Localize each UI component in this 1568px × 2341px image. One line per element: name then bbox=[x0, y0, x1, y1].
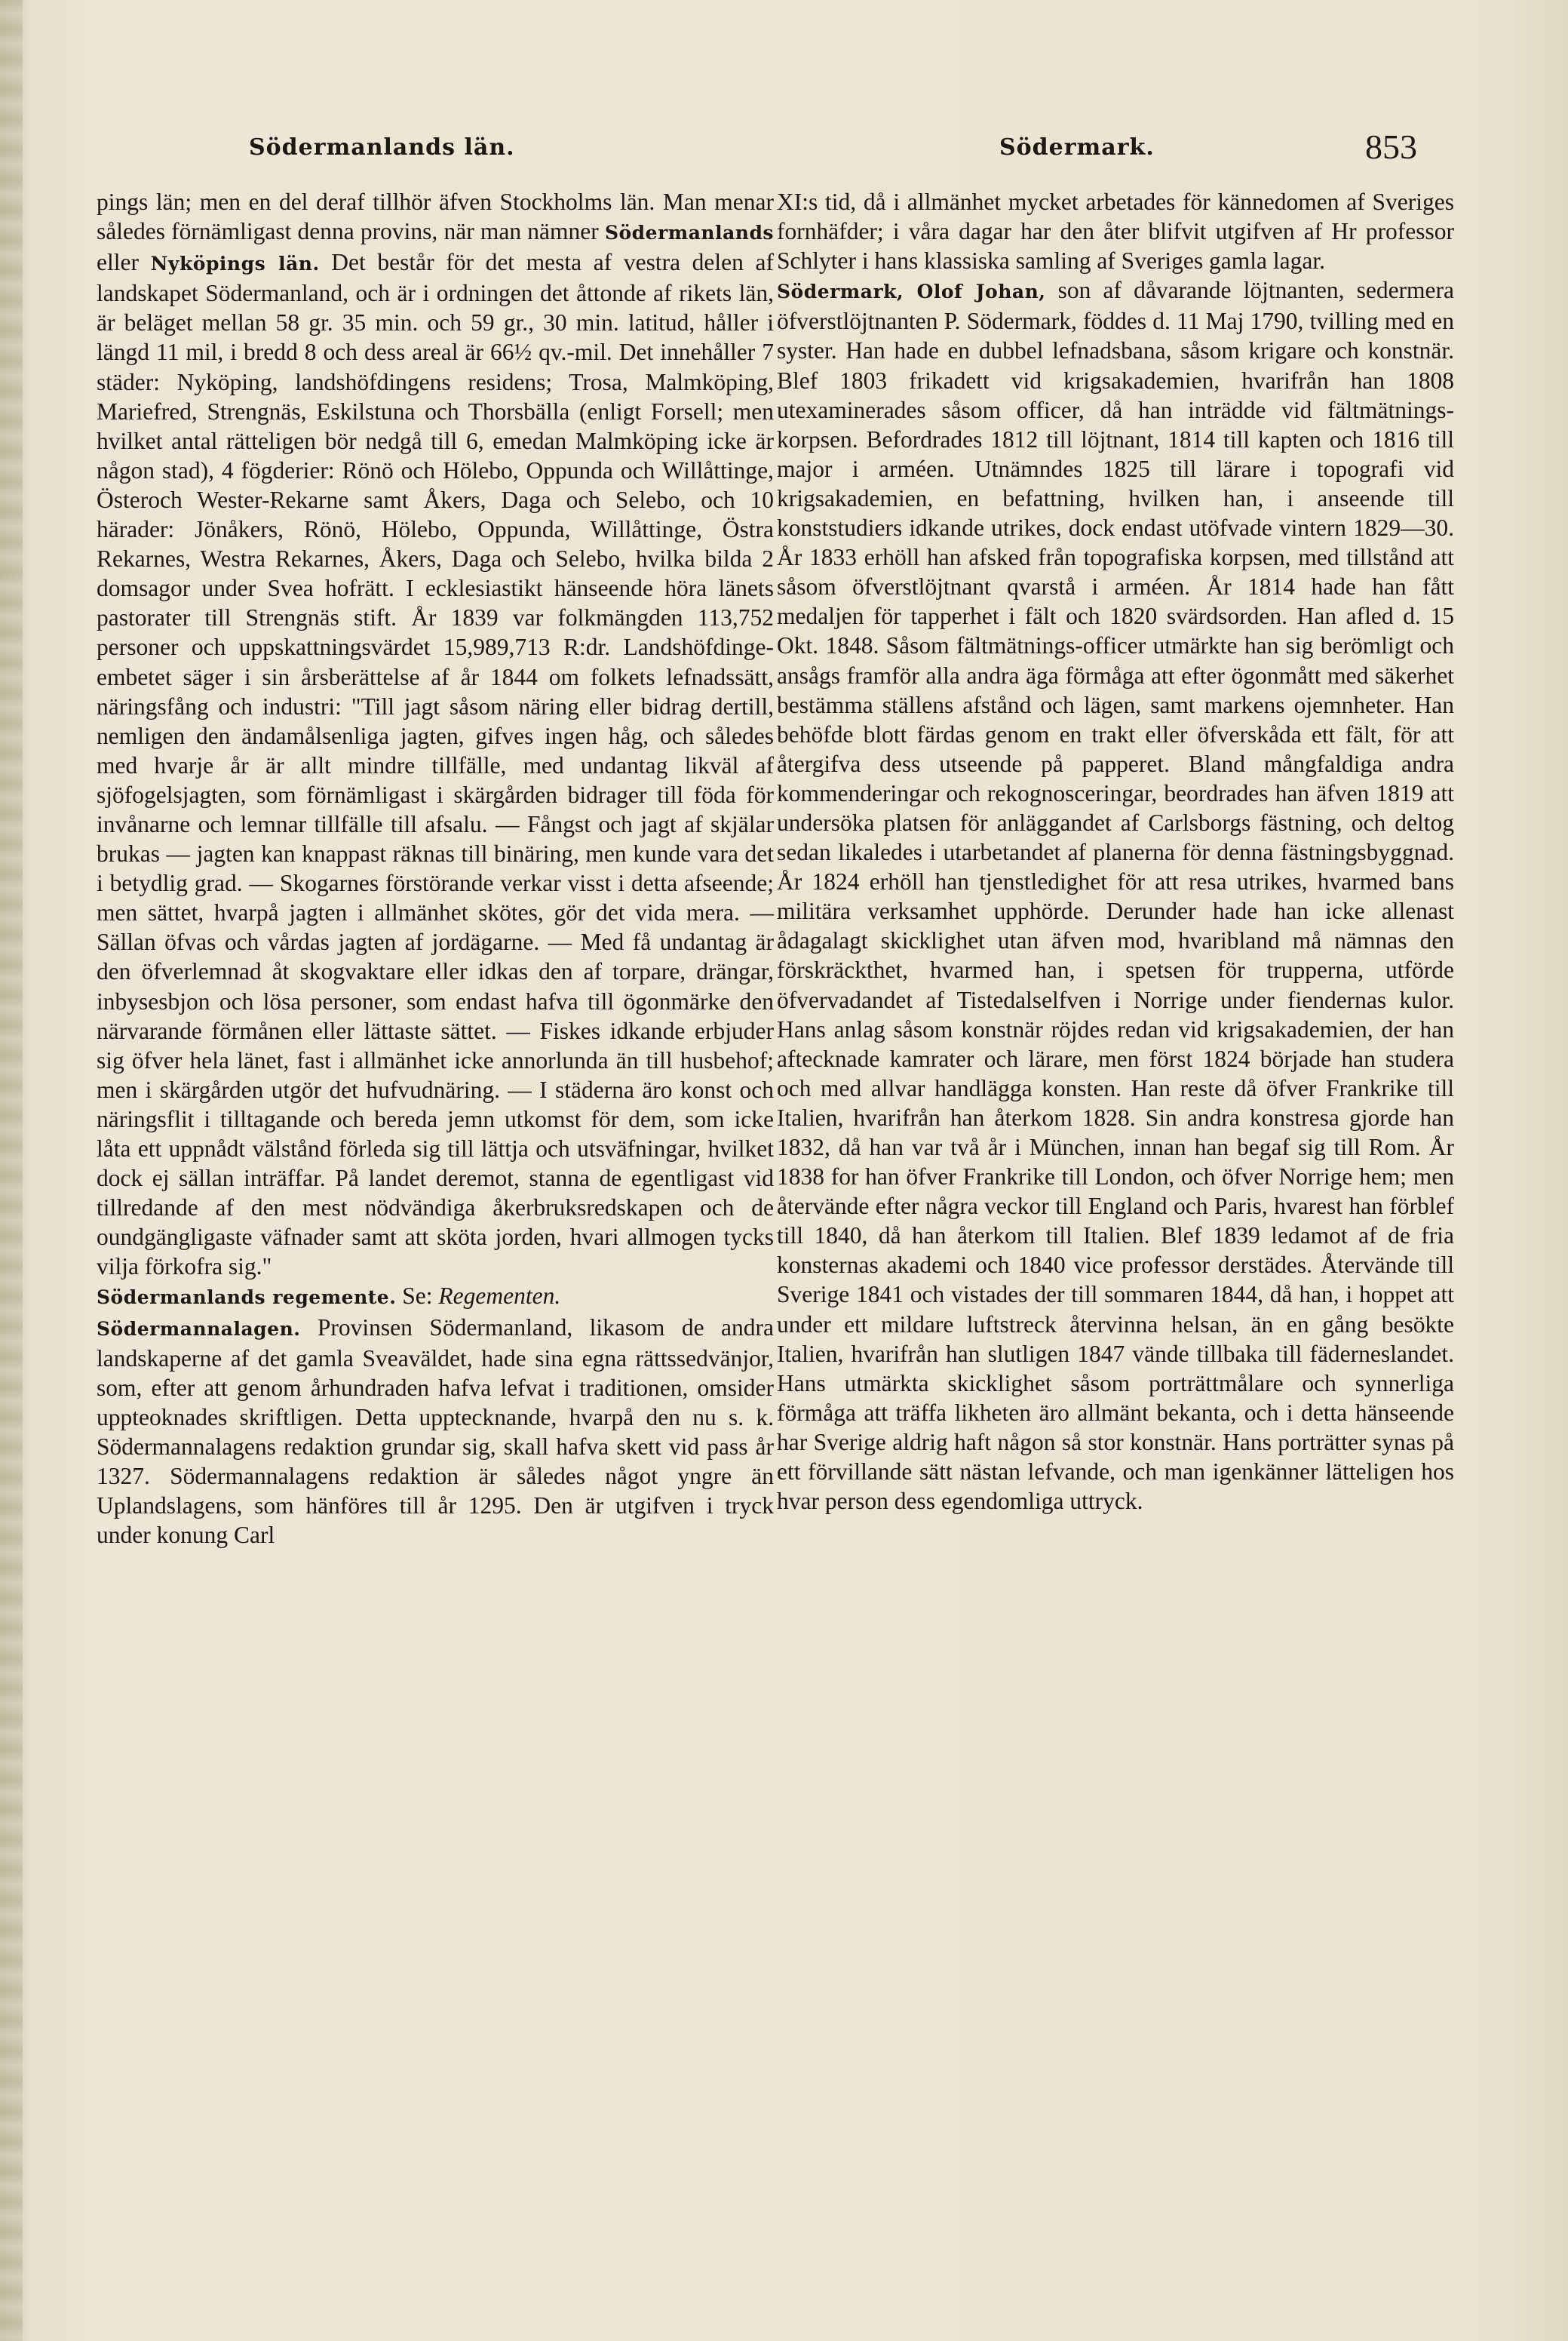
text-run: Det består för det mesta af vestra delen af landskapet Södermanland, och är i ordningen det åttonde af rikets län, är beläget mellan 58 gr. 35 min. och 59 gr., 30 min. latitud, håller i längd 11 mil, i bredd 8 och dess areal är 66½ qv.-mil. Det innehåller 7 städer: Nyköping, landshöfdingens residens; Trosa, Malmköping, Mariefred, Strengnäs, Eskilstuna och Thorsbälla (enligt Forsell; men hvilket antal rätteligen bör nedgå till 6, emedan Malmköping icke är någon stad), 4 fögderier: Rönö och Hölebo, Oppunda och Willåttinge, Österoch Wester-Rekarne samt Åkers, Daga och Selebo, och 10 härader: Jönåkers, Rönö, Hölebo, Oppunda, Willåttinge, Östra Rekarnes, Westra Rekarnes, Åkers, Daga och Selebo, hvilka bilda 2 domsagor under Svea hofrätt. I ecklesiastikt hänseende höra länets pastorater till Strengnäs stift. År 1839 var folkmängden 113,752 personer och uppskattningsvärdet 15,989,713 R:dr. Landshöfdinge-embetet säger i sin årsberättelse af år 1844 om folkets lefnadssätt, näringsfång och industri: "Till jagt såsom näring eller bidrag dertill, nemligen den ändamålsenliga jagten, gifves ingen håg, och således med hvarje år är allt mindre tillfälle, med undantag likväl af sjöfogelsjagten, som förnämligast i skärgården bidrager till föda för invånarne och lemnar tillfälle till afsalu. — Fångst och jagt af skjälar brukas — jagten kan knappast räknas till binäring, men kunde vara det i betydlig grad. — Skogarnes förstörande verkar visst i detta afseende; men sättet, hvarpå jagten i allmänhet skötes, gör det vida mera. — Sällan öfvas och vårdas jagten af jordägarne. — Med få undantag är den öfverlemnad åt skogvaktare eller idkas den af torpare, drängar, inbysesbjon och lösa personer, som endast hafva till ögonmärke den närvarande förmånen eller lättaste sättet. — Fiskes idkande erbjuder sig öfver hela länet, fast i allmänhet icke annorlunda än till husbehof; men i skärgården utgör det hufvudnäring. — I städerna äro konst och näringsflit i tilltagande och bereda jemn utkomst för dem, som icke låta ett uppnådt välstånd förleda sig till lättja och utsväfningar, hvilket dock ej sällan inträffar. På landet deremot, stanna de egentligast vid tillredande af den mest nödvändiga åkerbruksredskapen och de oundgängligaste väfnader samt att sköta jorden, hvari allmogen tycks vilja förkofra sig." bbox=[97, 249, 774, 1280]
running-header bbox=[0, 127, 1568, 172]
text-run: Provinsen Södermanland, likasom de andra landskaperne af det gamla Sveaväldet, hade sina egna rättssedvänjor, som, efter att genom århundraden hafva lefvat i traditionen, omsider uppteoknades skriftligen. Detta upptecknande, hvarpå den nu s. k. Södermannalagens redaktion grundar sig, skall hafva skett vid pass år 1327. Södermannalagens redaktion är således något yngre än Uplandslagens, som hänföres till år 1295. Den är utgifven i tryck under konung Carl bbox=[97, 1313, 774, 1549]
text-run: eller bbox=[97, 249, 151, 276]
paragraph-sodermanlands-lan bbox=[97, 187, 774, 1281]
entry-heading: Södermanlands bbox=[604, 222, 774, 244]
header-left-title: Södermanlands län. bbox=[249, 134, 515, 161]
text-run: Se: bbox=[396, 1283, 439, 1310]
entry-heading: Södermanlands regemente. bbox=[97, 1286, 397, 1309]
entry-heading: Södermannalagen. bbox=[97, 1317, 301, 1340]
paragraph-sodermannalagen bbox=[97, 1313, 774, 1550]
entry-heading: Södermark, Olof Johan, bbox=[777, 281, 1046, 303]
cross-reference: Regementen. bbox=[438, 1283, 561, 1310]
paragraph-sodermark-olof-johan bbox=[777, 275, 1454, 1516]
right-column bbox=[777, 187, 1454, 1516]
page-number: 853 bbox=[1365, 127, 1417, 166]
text-run: pings län; men en del deraf tillhör äfven Stockholms län. Man menar således förnämligast denna provins, när man nämner bbox=[97, 189, 774, 245]
entry-heading: Nyköpings län. bbox=[150, 253, 320, 275]
text-run: son af dåvarande löjtnanten, sedermera öfverstlöjtnanten P. Södermark, föddes d. 11 Maj 1790, tvilling med en syster. Han hade en dubbel lefnadsbana, såsom krigare och konstnär. Blef 1803 frikadett vid krigsakademien, hvarifrån han 1808 utexaminerades såsom officer, då han inträdde vid fältmätnings-korpsen. Befordrades 1812 till löjtnant, 1814 till kapten och 1816 till major i arméen. Utnämndes 1825 till lärare i topografi vid krigsakademien, en befattning, hvilken han, i anseende till konststudiers idkande utrikes, dock endast utöfvade vintern 1829—30. År 1833 erhöll han afsked från topografiska korpsen, med tillstånd att såsom öfverstlöjtnant qvarstå i arméen. År 1814 hade han fått medaljen för tapperhet i fält och 1820 svärdsorden. Han afled d. 15 Okt. 1848. Såsom fältmätnings-officer utmärkte han sig berömligt och ansågs framför alla andra äga förmåga att efter ögonmått med säkerhet bestämma ställens afstånd och lägen, samt markens ojemnheter. Han behöfde blott färdas genom en trakt eller öfverskåda ett fält, för att återgifva dess utseende på papperet. Bland mångfaldiga andra kommenderingar och rekognosceringar, beordrades han äfven 1819 att undersöka platsen för anläggandet af Carlsborgs fästning, och deltog sedan likaledes i utarbetandet af planerna för denna fästningsbyggnad. År 1824 erhöll han tjenstledighet för att resa utrikes, hvarmed bans militära verksamhet upphörde. Derunder hade han icke allenast ådagalagt skicklighet utan äfven mod, hvaribland må nämnas den förskräckthet, hvarmed han, i spetsen för trupperna, utförde öfvervadandet af Tistedalselfven i Norrige under fiendernas kulor. Hans anlag såsom konstnär röjdes redan vid krigsakademien, der han aftecknade kamrater och lärare, men först 1824 började han studera och med allvar handlägga konsten. Han reste då öfver Frankrike till Italien, hvarifrån han återkom 1828. Sin andra konstresa gjorde han 1832, då han var två år i München, innan han begaf sig till Rom. År 1838 for han öfver Frankrike till London, och öfver Norrige hem; men återvände efter några veckor till England och Paris, hvarest han förblef till 1840, då han återkom till Italien. Blef 1839 ledamot af de fria konsternas akademi och 1840 vice professor derstädes. Återvände till Sverige 1841 och vistades der till sommaren 1844, då han, i hoppet att under ett mildare luftstreck återvinna helsan, än en gång besökte Italien, hvarifrån han slutligen 1847 vände tillbaka till fäderneslandet. Hans utmärkta skicklighet såsom porträttmålare och synnerliga förmåga att träffa likheten äro allmänt bekanta, och i detta hänseende har Sverige aldrig haft någon så stor konstnär. Hans porträtter synas på ett förvillande sätt nästan lefvande, och man igenkänner lätteligen hos hvar person dess egendomliga uttryck. bbox=[777, 277, 1454, 1515]
paragraph-regemente bbox=[97, 1281, 774, 1312]
paragraph-continuation: XI:s tid, då i allmänhet mycket arbetades för kännedomen af Sveriges fornhäfder; i våra dagar har den åter blifvit utgifven af Hr professor Schlyter i hans klassiska samling af Sveriges gamla lagar. bbox=[777, 189, 1454, 275]
left-column bbox=[97, 187, 774, 1550]
header-center-title: Södermark. bbox=[999, 134, 1155, 161]
page-gutter-edge bbox=[0, 0, 23, 2341]
